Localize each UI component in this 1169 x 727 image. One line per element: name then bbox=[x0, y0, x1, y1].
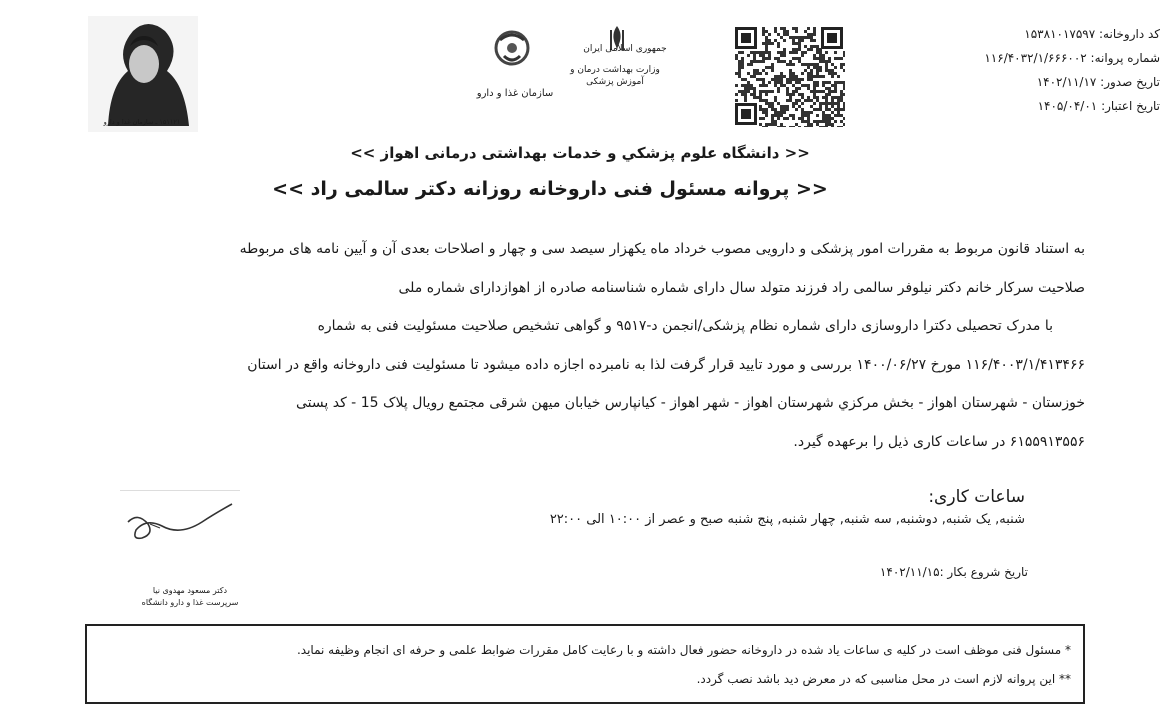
body-line-4: ۱۱۶/۴۰۰۳/۱/۴۱۳۴۶۶ مورخ ۱۴۰۰/۰۶/۲۷ بررسی و مورد تایید قرار گرفت لذا به نامبرده اجازه داده میشود تا مسئولیت فنی داروخانه واقع در استان bbox=[247, 356, 1085, 373]
body-line-6: ۶۱۵۵۹۱۳۵۵۶ در ساعات کاری ذیل را برعهده گیرد. bbox=[793, 433, 1085, 450]
fda-logo-icon bbox=[496, 32, 528, 64]
signature-divider bbox=[120, 490, 240, 491]
photo-caption: ۱۵۱۱۲۱ ـ سازمان غذا و دارو bbox=[103, 118, 181, 126]
validity-date: تاریخ اعتبار: ۱۴۰۵/۰۴/۰۱ bbox=[1037, 99, 1160, 113]
applicant-photo bbox=[88, 16, 198, 132]
ministry-name-line2: وزارت بهداشت درمان و آموزش پزشکی bbox=[570, 65, 660, 87]
license-title: << پروانه مسئول فنی داروخانه روزانه دکتر سالمی راد >> bbox=[272, 178, 828, 200]
signer-name: دکتر مسعود مهدوی نیا bbox=[152, 586, 228, 595]
fda-org-name: سازمان غذا و دارو bbox=[476, 88, 554, 99]
signer-title: سرپرست غذا و دارو دانشگاه bbox=[141, 598, 239, 607]
license-body bbox=[85, 230, 1085, 461]
body-line-1: به استناد قانون مربوط به مقررات امور پزشکی و دارویی مصوب خرداد ماه یکهزار سیصد سی و چهار و اصلاحات بعدی آن و آیین نامه های مربوطه bbox=[239, 241, 1085, 257]
note-2: ** این پروانه لازم است در محل مناسبی که در معرض دید باشد نصب گردد. bbox=[696, 672, 1071, 686]
license-number: شماره پروانه: ۱۱۶/۴۰۳۲/۱/۶۶۶۰۰۲ bbox=[984, 51, 1160, 65]
body-line-5: خوزستان - شهرستان اهواز - بخش مرکزي شهرستان اهواز - شهر اهواز - کیانپارس خیابان میهن شرقی مجتمع رویال پلاک 15 - کد پستی bbox=[295, 395, 1085, 411]
working-hours-value: شنبه, یک شنبه, دوشنبه, سه شنبه, چهار شنبه, پنج شنبه صبح و عصر از ۱۰:۰۰ الی ۲۲:۰۰ bbox=[549, 512, 1025, 527]
signature-icon bbox=[120, 500, 250, 550]
pharmacy-code: کد داروخانه: ۱۵۳۸۱۰۱۷۵۹۷ bbox=[1024, 27, 1160, 41]
start-date: تاریخ شروع بکار :۱۴۰۲/۱۱/۱۵ bbox=[879, 565, 1028, 579]
notes-box bbox=[85, 624, 1085, 704]
qr-code bbox=[733, 25, 845, 127]
issue-date: تاریخ صدور: ۱۴۰۲/۱۱/۱۷ bbox=[1036, 75, 1160, 89]
ministry-name-line1: جمهوری اسلامی ایران bbox=[583, 44, 667, 54]
license-metadata bbox=[860, 22, 1160, 118]
body-line-2: صلاحیت سرکار خانم دکتر نیلوفر سالمی راد فرزند متولد سال دارای شماره شناسنامه صادره از اهوازدارای شماره ملی bbox=[398, 279, 1085, 296]
body-line-3: با مدرک تحصیلی دکترا داروسازی دارای شماره نظام پزشکی/انجمن د-۹۵۱۷ و گواهی تشخیص صلاحیت مسئولیت فنی به شماره bbox=[317, 318, 1053, 334]
signer-block bbox=[120, 585, 260, 609]
working-hours-title: ساعات کاری: bbox=[928, 487, 1025, 507]
note-1: * مسئول فنی موظف است در کلیه ی ساعات یاد شده در داروخانه حضور فعال داشته و با رعایت کامل مقررات ضوابط علمی و حرفه ای انجام وظیفه نماید. bbox=[296, 643, 1071, 657]
university-heading: << دانشگاه علوم پزشکي و خدمات بهداشتی درمانی اهواز >> bbox=[350, 144, 810, 162]
